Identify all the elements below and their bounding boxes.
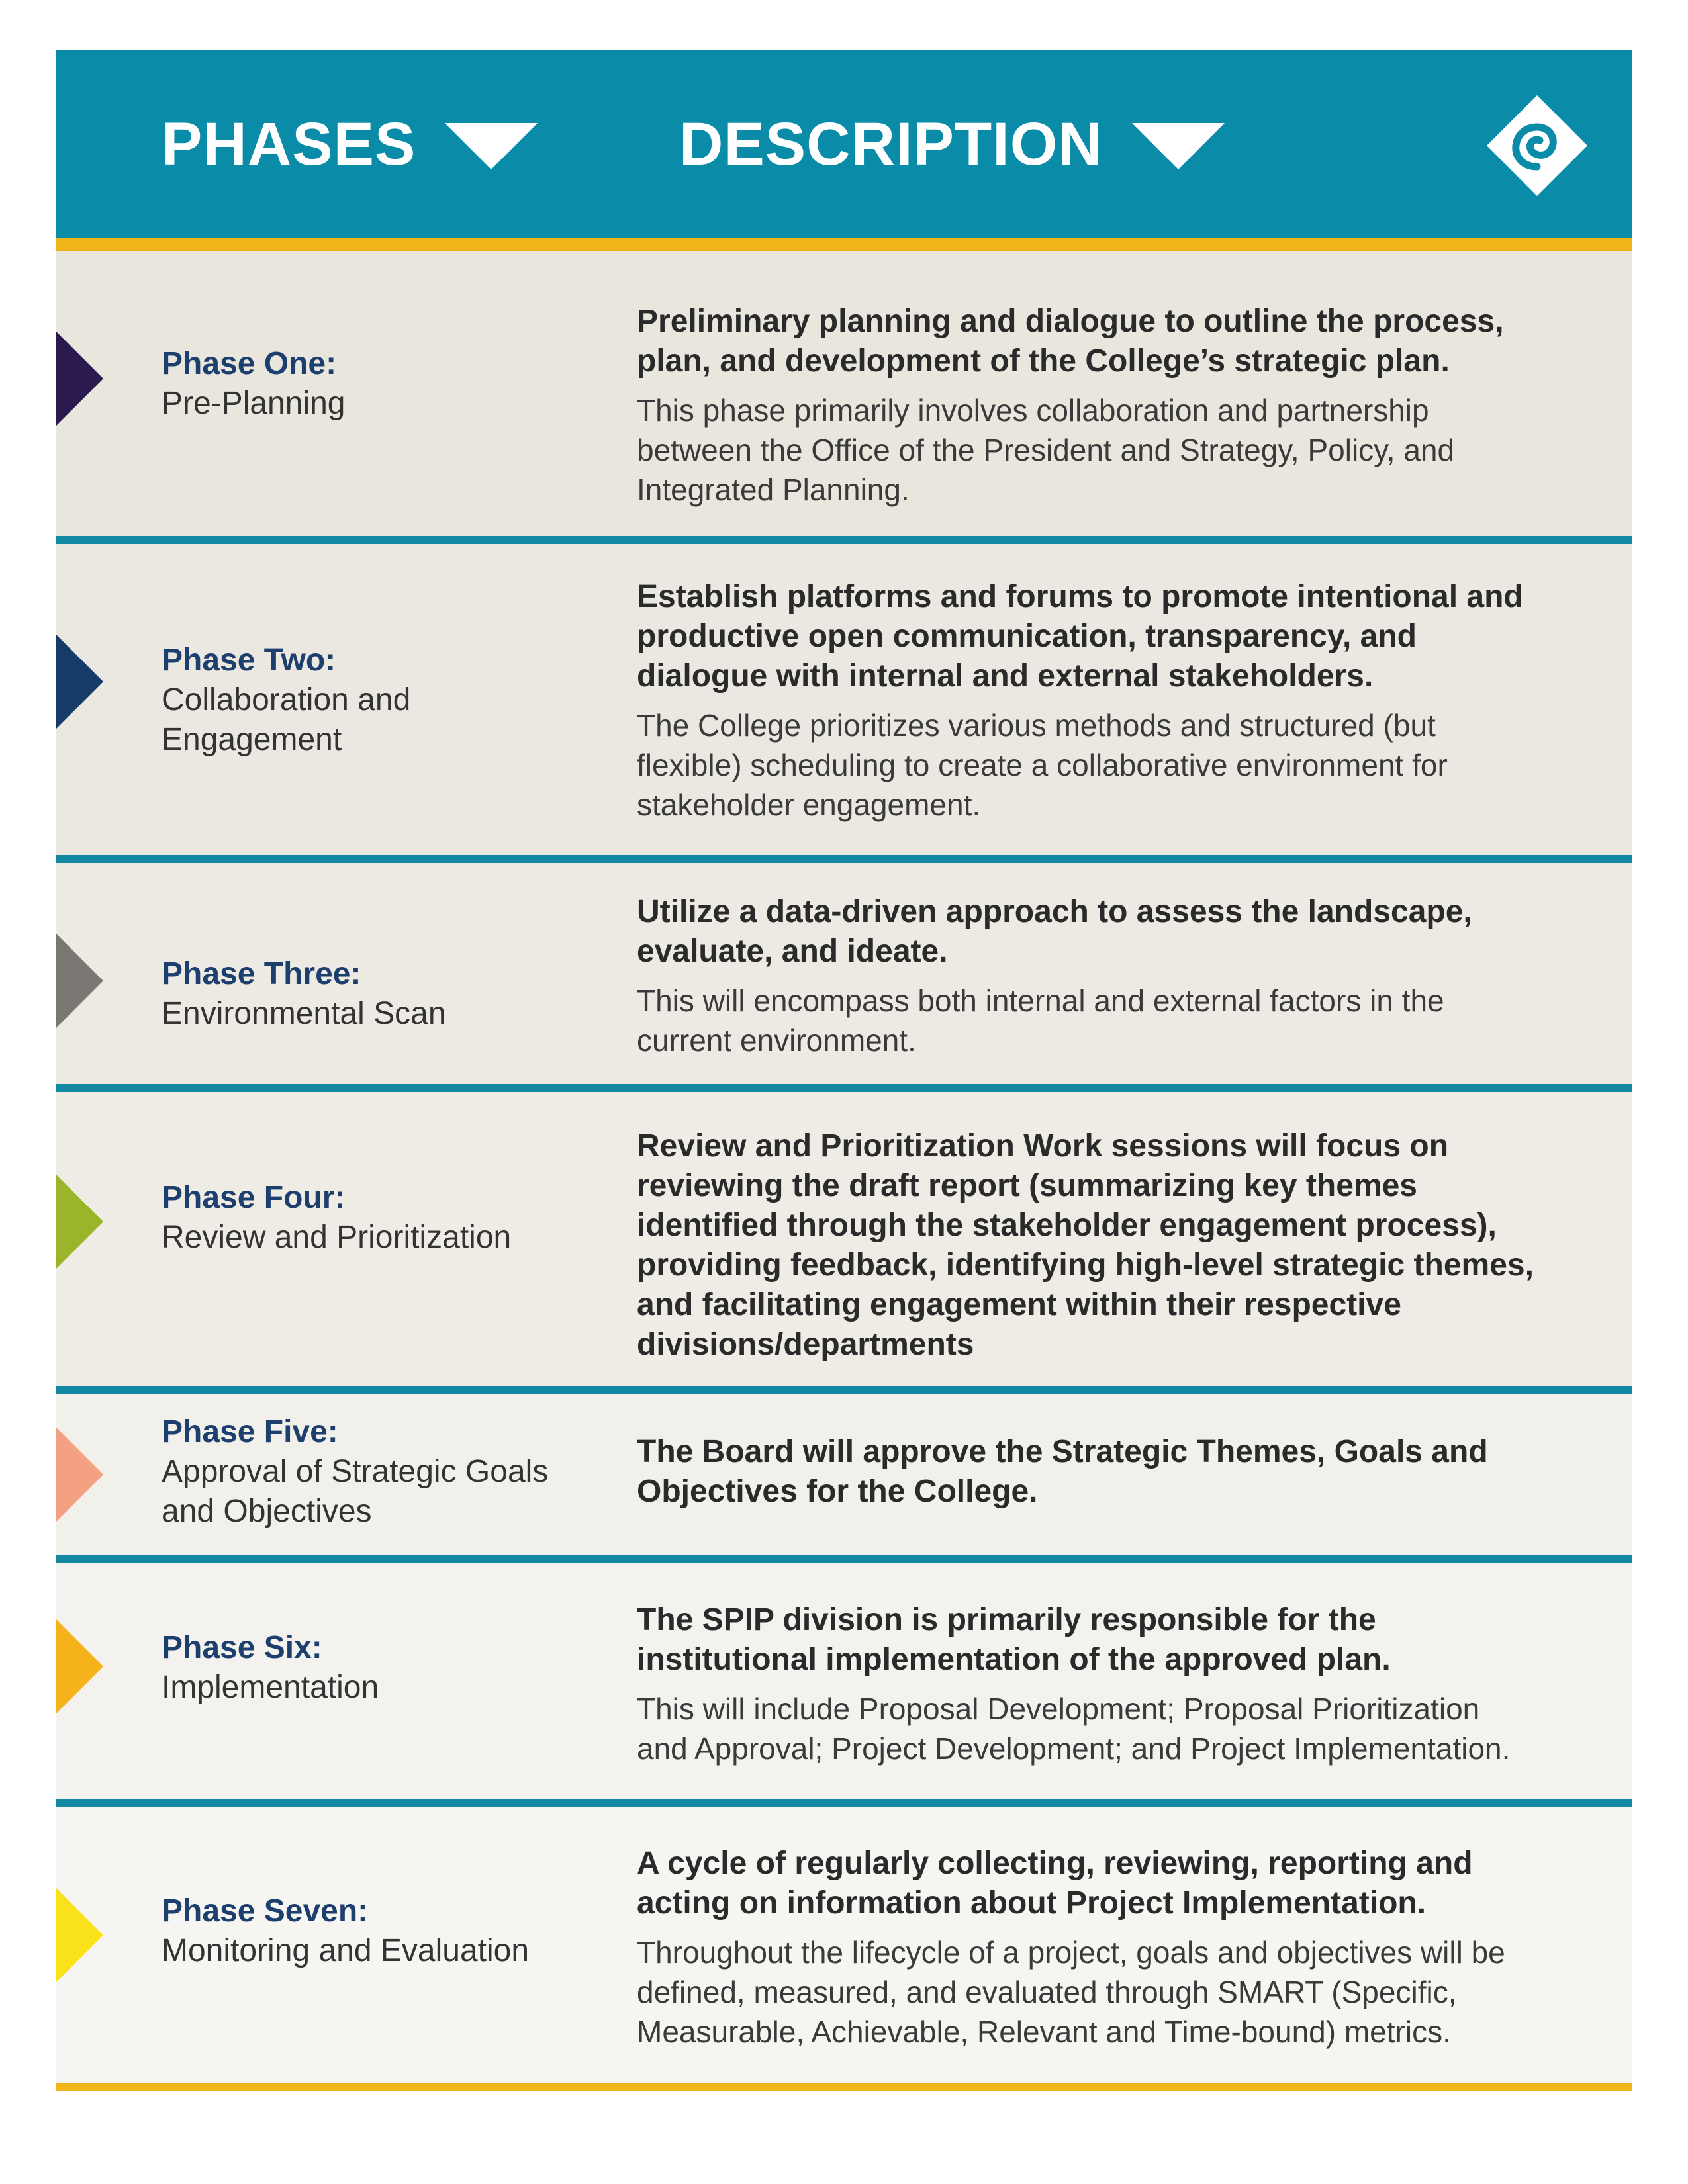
description-detail-line: current environment. <box>637 1023 916 1058</box>
description-detail-line: Measurable, Achievable, Relevant and Time-bound) metrics. <box>637 2015 1451 2049</box>
phase-arrow-marker-icon <box>56 933 103 1028</box>
description-bold-line: plan, and development of the College’s strategic plan. <box>637 343 1450 379</box>
phase-subtitle-line: Review and Prioritization <box>162 1220 512 1255</box>
phase-arrow-marker-icon <box>56 1427 103 1522</box>
description-detail <box>637 705 1590 825</box>
phase-row <box>56 863 1632 1092</box>
description-detail-line: The College prioritizes various methods and structured (but <box>637 708 1436 743</box>
phase-arrow-marker-icon <box>56 1619 103 1714</box>
description-detail-line: This will encompass both internal and external factors in the <box>637 983 1444 1018</box>
phases-column-header <box>162 50 538 238</box>
phase-description-cell <box>637 302 1590 510</box>
description-detail-line: Throughout the lifecycle of a project, goals and objectives will be <box>637 1935 1505 1970</box>
phase-description-cell <box>637 1600 1590 1768</box>
description-bold-line: The SPIP division is primarily responsible for the <box>637 1602 1376 1637</box>
phase-row <box>56 544 1632 863</box>
description-bold-line: A cycle of regularly collecting, reviewing, reporting and <box>637 1846 1473 1881</box>
description-header-label: DESCRIPTION <box>679 110 1103 178</box>
phase-name: Phase One: <box>162 346 337 381</box>
description-detail <box>637 390 1590 510</box>
description-summary <box>637 1432 1590 1512</box>
description-detail-line: Integrated Planning. <box>637 473 910 507</box>
description-bold-line: evaluate, and ideate. <box>637 934 948 969</box>
table-header <box>56 50 1632 251</box>
phase-name: Phase Six: <box>162 1630 322 1665</box>
description-bold-line: providing feedback, identifying high-level strategic themes, <box>637 1248 1534 1283</box>
phase-name: Phase Five: <box>162 1414 338 1449</box>
description-summary <box>637 577 1590 696</box>
phase-subtitle-line: Engagement <box>162 722 342 757</box>
phase-description-cell <box>637 1126 1590 1365</box>
description-detail-line: flexible) scheduling to create a collaborative environment for <box>637 748 1448 782</box>
description-summary <box>637 1844 1590 1923</box>
phase-subtitle-line: Implementation <box>162 1670 379 1705</box>
description-bold-line: dialogue with internal and external stakeholders. <box>637 659 1374 694</box>
phase-arrow-marker-icon <box>56 331 103 426</box>
phase-row <box>56 1092 1632 1394</box>
description-detail-line: and Approval; Project Development; and Project Implementation. <box>637 1731 1511 1766</box>
description-summary <box>637 1600 1590 1680</box>
description-bold-line: Review and Prioritization Work sessions will focus on <box>637 1128 1449 1163</box>
description-detail-line: defined, measured, and evaluated through SMART (Specific, <box>637 1975 1457 2009</box>
description-bold-line: divisions/departments <box>637 1327 974 1362</box>
description-detail <box>637 1933 1590 2052</box>
description-bold-line: identified through the stakeholder engagement process), <box>637 1208 1497 1243</box>
phase-subtitle-line: Pre-Planning <box>162 386 346 421</box>
description-detail-line: between the Office of the President and Strategy, Policy, and <box>637 433 1455 467</box>
phase-name: Phase Three: <box>162 956 361 991</box>
phase-label-cell <box>162 1412 638 1531</box>
phase-label-cell <box>162 1628 638 1707</box>
description-bold-line: Preliminary planning and dialogue to outline the process, <box>637 304 1504 339</box>
description-summary <box>637 892 1590 972</box>
description-bold-line: Establish platforms and forums to promote intentional and <box>637 579 1523 614</box>
phase-arrow-marker-icon <box>56 634 103 729</box>
phase-name: Phase Two: <box>162 643 336 678</box>
phase-row <box>56 1394 1632 1563</box>
phase-description-cell <box>637 1844 1590 2052</box>
phases-table <box>56 50 1632 2091</box>
description-summary <box>637 302 1590 381</box>
phases-header-label: PHASES <box>162 110 416 178</box>
description-detail-line: This phase primarily involves collaboration and partnership <box>637 393 1429 428</box>
phase-description-cell <box>637 892 1590 1060</box>
phase-description-cell <box>637 1432 1590 1512</box>
description-detail <box>637 1689 1590 1768</box>
description-bold-line: institutional implementation of the approved plan. <box>637 1642 1391 1677</box>
phase-description-cell <box>637 577 1590 825</box>
description-bold-line: Utilize a data-driven approach to assess the landscape, <box>637 894 1472 929</box>
phase-row <box>56 1563 1632 1807</box>
description-detail <box>637 981 1590 1060</box>
description-bold-line: productive open communication, transparency, and <box>637 619 1417 654</box>
phase-label-cell <box>162 1178 638 1257</box>
phase-name: Phase Four: <box>162 1180 346 1215</box>
description-detail-line: stakeholder engagement. <box>637 788 981 822</box>
phases-down-triangle-icon <box>445 123 538 169</box>
phase-row <box>56 1807 1632 2091</box>
phase-subtitle-line: Monitoring and Evaluation <box>162 1933 530 1968</box>
phase-subtitle-line: Environmental Scan <box>162 996 446 1031</box>
description-detail-line: This will include Proposal Development; Proposal Prioritization <box>637 1692 1480 1726</box>
description-bold-line: acting on information about Project Implementation. <box>637 1886 1427 1921</box>
description-column-header <box>679 50 1225 238</box>
description-bold-line: and facilitating engagement within their respective <box>637 1287 1401 1322</box>
phase-label-cell <box>162 1891 638 1971</box>
description-bold-line: reviewing the draft report (summarizing key themes <box>637 1168 1417 1203</box>
phase-name: Phase Seven: <box>162 1893 369 1929</box>
description-bold-line: Objectives for the College. <box>637 1474 1038 1509</box>
phase-subtitle-line: Collaboration and <box>162 682 411 717</box>
phase-label-cell <box>162 954 638 1034</box>
phase-label-cell <box>162 344 638 424</box>
description-down-triangle-icon <box>1132 123 1225 169</box>
phase-arrow-marker-icon <box>56 1888 103 1983</box>
phase-arrow-marker-icon <box>56 1174 103 1269</box>
spiral-diamond-logo-icon <box>1484 93 1590 199</box>
phase-subtitle-line: Approval of Strategic Goals <box>162 1454 549 1489</box>
description-summary <box>637 1126 1590 1365</box>
phase-label-cell <box>162 641 638 760</box>
description-bold-line: The Board will approve the Strategic Themes, Goals and <box>637 1434 1488 1469</box>
phase-subtitle-line: and Objectives <box>162 1494 372 1529</box>
phase-row <box>56 251 1632 544</box>
